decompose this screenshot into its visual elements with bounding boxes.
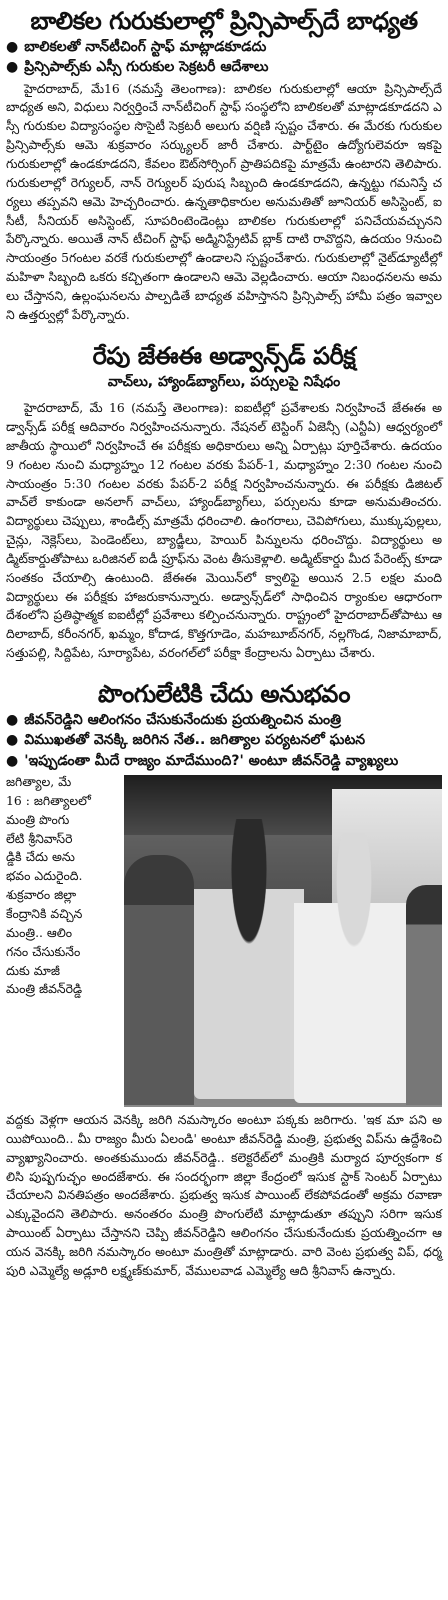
article-body-jee	[6, 399, 442, 663]
narrow-line: భవం ఎదురైంది.	[6, 868, 83, 884]
article-body-ponguleti: వద్దకు వెళ్లగా ఆయన వెనక్కి జరిగి నమస్కారం అంటూ పక్కకు జరిగారు. 'ఇక మా పని అయిపోయింది.. మీ రాజ్యం మీరు ఏలండి' అంటూ జీవన్‌రెడ్డి మంత్రి, ప్రభుత్వ విప్‌ను ఉద్దేశించి వ్యాఖ్యానించారు. అంతకుముందు జీవన్‌రెడ్డి.. కలెక్టరేట్‌లో మంత్రికి మర్యాద పూర్వకంగా కలిసి పుష్పగుచ్ఛం అందజేశారు. ఈ సందర్భంగా జిల్లా కేంద్రంలో ఇసుక స్టాక్ సెంటర్ ఏర్పాటు చేయాలని వినతిపత్రం అందజేశారు. ప్రభుత్వ ఇసుక పాయింట్ లేకపోవడంతో అక్రమ రవాణా ఎక్కువైందని తెలిపారు. అనంతరం మంత్రి పొంగులేటి మాట్లాడుతూ తప్పుని సరిగా ఇసుక పాయింట్ ఏర్పాటు చేస్తానని చెప్పి జీవన్‌రెడ్డిని ఆలింగనం చేసుకునేందుకు ప్రయత్నించగా ఆయన వెనక్కి జరిగి నమస్కారం అంటూ మంత్రితో మాట్లాడారు. వారి వెంట ప్రభుత్వ విప్, ధర్మపురి ఎమ్మెల్యే అడ్లూరి లక్ష్మణ్‌కుమార్, వేములవాడ ఎమ్మెల్యే ఆది శ్రీనివాస్ ఉన్నారు.	[6, 1112, 442, 1278]
bullet-icon: ●	[6, 732, 19, 749]
bullet-text: జీవన్‌రెడ్డిని ఆలింగనం చేసుకునేందుకు ప్రయత్నించిన మంత్రి	[24, 711, 342, 728]
narrow-line: మంత్రి పొంగు	[6, 811, 70, 827]
bullet-icon: ●	[6, 752, 19, 769]
bullet-hug-attempt	[6, 712, 442, 730]
narrow-line: గనం చేసుకునేం	[6, 943, 81, 959]
photo-and-text	[6, 773, 442, 1281]
subhead-jee-ban: వాచ్‌లు, హ్యాండ్‌బ్యాగ్‌లు, పర్సులపై నిషేధం	[107, 374, 341, 391]
bullet-text: విముఖతతో వెనక్కి జరిగిన నేత.. జగిత్యాల పర్యటనలో ఘటన	[24, 732, 366, 749]
narrow-line: జగిత్యాల, మే	[6, 774, 72, 790]
article-jee-advanced	[6, 335, 442, 663]
bullet-icon: ●	[6, 711, 19, 728]
bullet-text: 'ఇప్పుడంతా మీదే రాజ్యం మాదేముంది?' అంటూ జీవన్‌రెడ్డి వ్యాఖ్యలు	[24, 752, 399, 769]
news-photo	[124, 775, 442, 1107]
narrow-line: శుక్రవారం జిల్లా	[6, 887, 77, 903]
bullet-icon: ●	[6, 59, 19, 76]
narrow-line: లేటి శ్రీనివాస్‌రె	[6, 830, 73, 846]
article-body-text: హైదరాబాద్, మే16 (నమస్తే తెలంగాణ): బాలికల గురుకులాల్లో ఆయా ప్రిన్సిపాల్స్‌దే బాధ్యత అని, విధులు నిర్వర్తించే నాన్‌టీచింగ్ స్టాఫ్ సంస్థలోని బాలికలతో మాట్లాడకూడదని ఎస్సీ గురుకుల విద్యాసంస్థల సొసైటీ సెక్రటరీ అలుగు వర్షిణి స్పష్టం చేశారు. ఈ మేరకు గురుకుల ప్రిన్సిపాల్స్‌కు ఆమె శుక్రవారం సర్క్యులర్ జారీ చేశారు. పార్ట్‌టైం ఉద్యోగులెవరూ ఇకపై గురుకులాల్లో ఉండకూడదని, కేవలం ఔట్‌సోర్సింగ్ ప్రాతిపదికపై మాత్రమే ఉంటారని తెలిపారు. గురుకులాల్లో రెగ్యులర్, నాన్ రెగ్యులర్ పురుష సిబ్బంది ఉండకూడదని, ఉన్నట్టు గమనిస్తే చర్యలు తప్పవని ఆమె హెచ్చరించారు. ఉన్నతాధికారుల అనుమతితో జూనియర్ అసిస్టెంట్, ఐసీటీ, సీనియర్ అసిస్టెంట్, సూపరింటెండెంట్లు బాలికల గురుకులాల్లో పనిచేయవచ్చునని పేర్కొన్నారు. అయితే నాన్ టీచింగ్ స్టాఫ్ అడ్మినిస్ట్రేటివ్ బ్లాక్ దాటి రావొద్దని, ఉదయం 9నుంచి సాయంత్రం 5గంటల వరకే గురుకులాల్లో ఉండాలని స్పష్టంచేశారు. గురుకులాల్లో నైట్‌డ్యూటీల్లో మహిళా సిబ్బంది ఒకరు కచ్చితంగా ఉండాలని ఆమె వెల్లడించారు. ఆయా నిబంధనలను అమలు చేస్తానని, ఉల్లంఘనలను పాల్పడితే బాధ్యత వహిస్తానని ప్రిన్సిపాల్స్ హామీ పత్రం ఇవ్వాలని ఉత్తర్వుల్లో పేర్కొన్నారు.	[6, 80, 442, 322]
bullet-leader-steps-back	[6, 732, 442, 750]
bullet-text: బాలికలతో నాన్‌టీచింగ్ స్టాఫ్ మాట్లాడకూడదు	[24, 38, 267, 55]
narrow-line: 16 : జగిత్యాలలో	[6, 792, 91, 808]
bullet-secretary-orders	[6, 59, 442, 77]
headline-girls-gurukul: బాలికల గురుకులాల్లో ప్రిన్సిపాల్స్‌దే బాధ్యత	[30, 7, 418, 35]
headline-jee-advanced: రేపు జేఈఈ అడ్వాన్స్‌డ్ పరీక్ష	[92, 341, 356, 370]
bullet-text: ప్రిన్సిపాల్స్‌కు ఎస్సీ గురుకుల సెక్రటరీ ఆదేశాలు	[24, 59, 269, 76]
bullet-non-teaching-staff	[6, 39, 442, 57]
headline-ponguleti: పొంగులేటికి చేదు అనుభవం	[98, 679, 350, 708]
narrow-line: మంత్రి.. ఆలిం	[6, 924, 73, 940]
bullet-quote	[6, 753, 442, 771]
photo-person-minister	[194, 819, 304, 1099]
article-body-girls-gurukul	[6, 80, 442, 325]
narrow-line: మంత్రి జీవన్‌రెడ్డి	[6, 981, 83, 997]
narrow-line: దుకు మాజీ	[6, 962, 60, 978]
article-body-text: హైదరాబాద్, మే 16 (నమస్తే తెలంగాణ): ఐఐటీల్లో ప్రవేశాలకు నిర్వహించే జేఈఈ అడ్వాన్స్‌డ్ పరీక్ష ఆదివారం నిర్వహించనున్నారు. నేషనల్ టెస్టింగ్ ఏజెన్సీ (ఎన్టీఏ) ఆధ్వర్యంలో జాతీయ స్థాయిలో నిర్వహించే ఈ పరీక్షకు అధికారులు అన్ని ఏర్పాట్లు పూర్తిచేశారు. ఉదయం 9 గంటల నుంచి మధ్యాహ్నం 12 గంటల వరకు పేపర్-1, మధ్యాహ్నం 2:30 గంటల నుంచి సాయంత్రం 5:30 గంటల వరకు పేపర్-2 పరీక్ష నిర్వహించనున్నారు. ఈ పరీక్షకు డిజిటల్ వాచ్‌లే కాకుండా అనలాగ్ వాచ్‌లు, హ్యాండ్‌బ్యాగ్‌లు, పర్సులను కూడా అనుమతించరు. విద్యార్థులు చెప్పులు, శాండిల్స్ మాత్రమే ధరించాలి. ఉంగరాలు, చెవిపోగులు, ముక్కుపుల్లలు, చైన్లు, నెక్లెస్‌లు, పెండెంట్‌లు, బ్యాడ్జీలు, హెయిర్ పిన్నులను ధరించొద్దు. విద్యార్థులు అడ్మిట్‌కార్డుతోపాటు ఒరిజినల్ ఐడీ ప్రూఫ్‌ను వెంట తీసుకెళ్లాలి. అడ్మిట్‌కార్డు మీద పేరెంట్స్ కూడా సంతకం చేయాల్సి ఉంటుంది. జేఈఈ మెయిన్‌లో క్వాలిఫై అయిన 2.5 లక్షల మంది విద్యార్థులు ఈ పరీక్షకు హాజరుకానున్నారు. అడ్వాన్స్‌డ్‌లో సాధించిన ర్యాంకుల ఆధారంగా దేశంలోని ప్రతిష్ఠాత్మక ఐఐటీల్లో ప్రవేశాలు కల్పించనున్నారు. రాష్ట్రంలో హైదరాబాద్‌తోపాటు ఆదిలాబాద్, కరీంనగర్, ఖమ్మం, కోదాడ, కొత్తగూడెం, మహబూబ్‌నగర్, నల్లగొండ, నిజామాబాద్, సత్తుపల్లి, సిద్దిపేట, సూర్యాపేట, వరంగల్‌లో పరీక్షా కేంద్రాలను ఏర్పాటు చేశారు.	[6, 400, 442, 661]
article-ponguleti	[6, 673, 442, 1281]
article-girls-gurukul	[6, 0, 442, 325]
photo-person-leader	[294, 833, 414, 1103]
narrow-line: డ్డికి చేదు అను	[6, 849, 75, 865]
bullet-icon: ●	[6, 38, 19, 55]
narrow-line: కేంద్రానికి వచ్చిన	[6, 905, 83, 921]
